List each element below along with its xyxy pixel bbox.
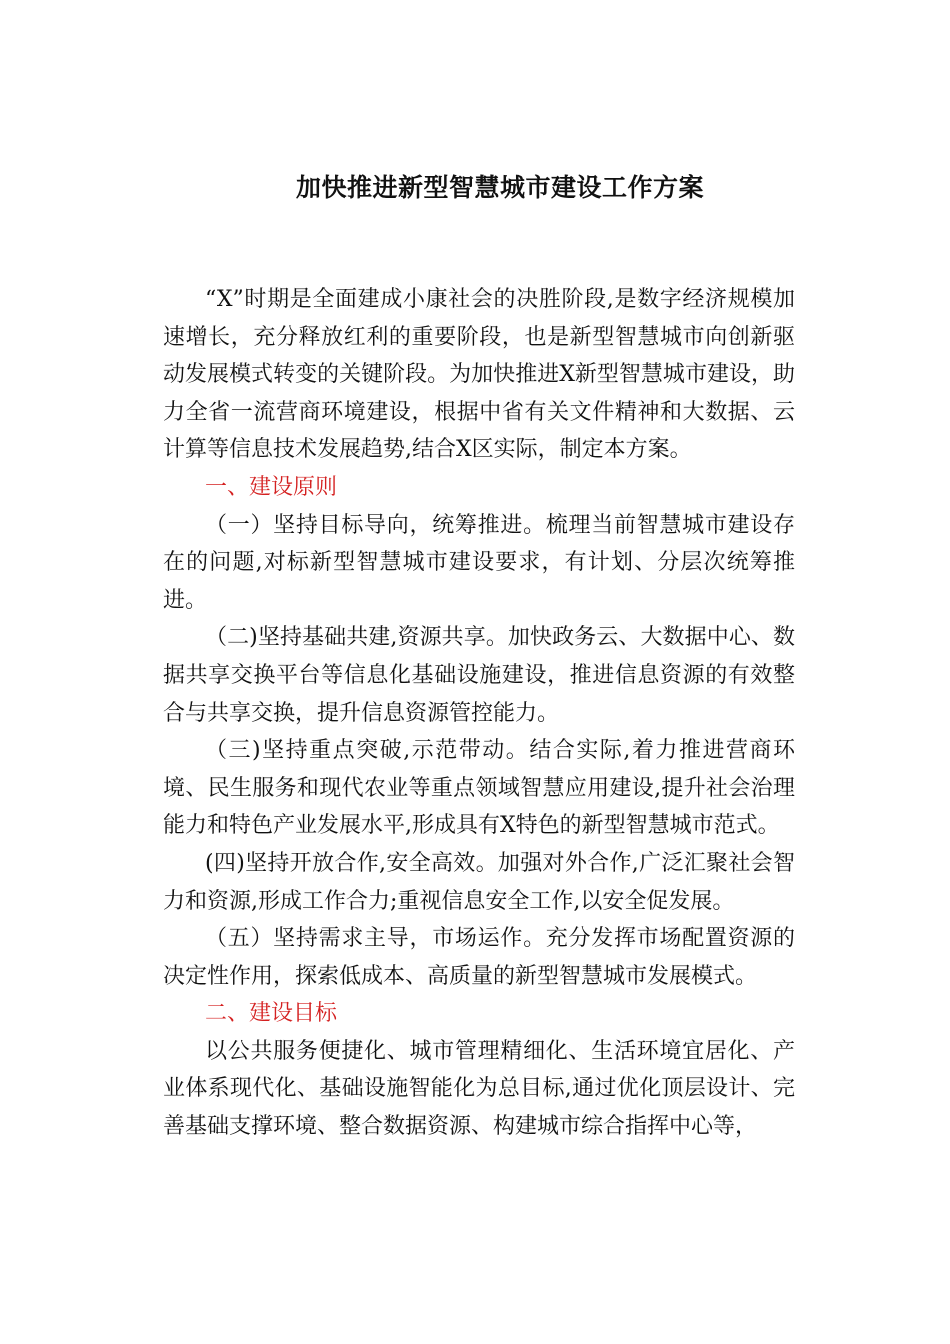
section-heading-principles: 一、建设原则 [205,474,338,500]
intro-paragraph: “X”时期是全面建成小康社会的决胜阶段,是数字经济规模加速增长，充分释放红利的重要阶段，也是新型智慧城市向创新驱动发展模式转变的关键阶段。为加快推进X新型智慧城市建设，助力全省一流营商环境建设，根据中省有关文件精神和大数据、云计算等信息技术发展趋势,结合X区实际，制定本方案。 [163,287,795,463]
principle-paragraph-1: （一）坚持目标导向，统筹推进。梳理当前智慧城市建设存在的问题,对标新型智慧城市建设要求，有计划、分层次统筹推进。 [163,512,795,613]
section-heading-goals: 二、建设目标 [205,1001,338,1027]
principle-paragraph-2: （二)坚持基础共建,资源共享。加快政务云、大数据中心、数据共享交换平台等信息化基础设施建设，推进信息资源的有效整合与共享交换，提升信息资源管控能力。 [163,625,795,726]
principle-paragraph-5: （五）坚持需求主导，市场运作。充分发挥市场配置资源的决定性作用，探索低成本、高质量的新型智慧城市发展模式。 [163,926,795,989]
document-body [163,281,795,1146]
principle-paragraph-3: （三)坚持重点突破,示范带动。结合实际,着力推进营商环境、民生服务和现代农业等重点领域智慧应用建设,提升社会治理能力和特色产业发展水平,形成具有X特色的新型智慧城市范式。 [163,738,795,839]
document-title: 加快推进新型智慧城市建设工作方案 [295,173,704,202]
goal-paragraph: 以公共服务便捷化、城市管理精细化、生活环境宜居化、产业体系现代化、基础设施智能化为总目标,通过优化顶层设计、完善基础支撑环境、整合数据资源、构建城市综合指挥中心等， [163,1038,795,1140]
principle-paragraph-4: (四)坚持开放合作,安全高效。加强对外合作,广泛汇聚社会智力和资源,形成工作合力;重视信息安全工作,以安全促发展。 [163,850,795,914]
